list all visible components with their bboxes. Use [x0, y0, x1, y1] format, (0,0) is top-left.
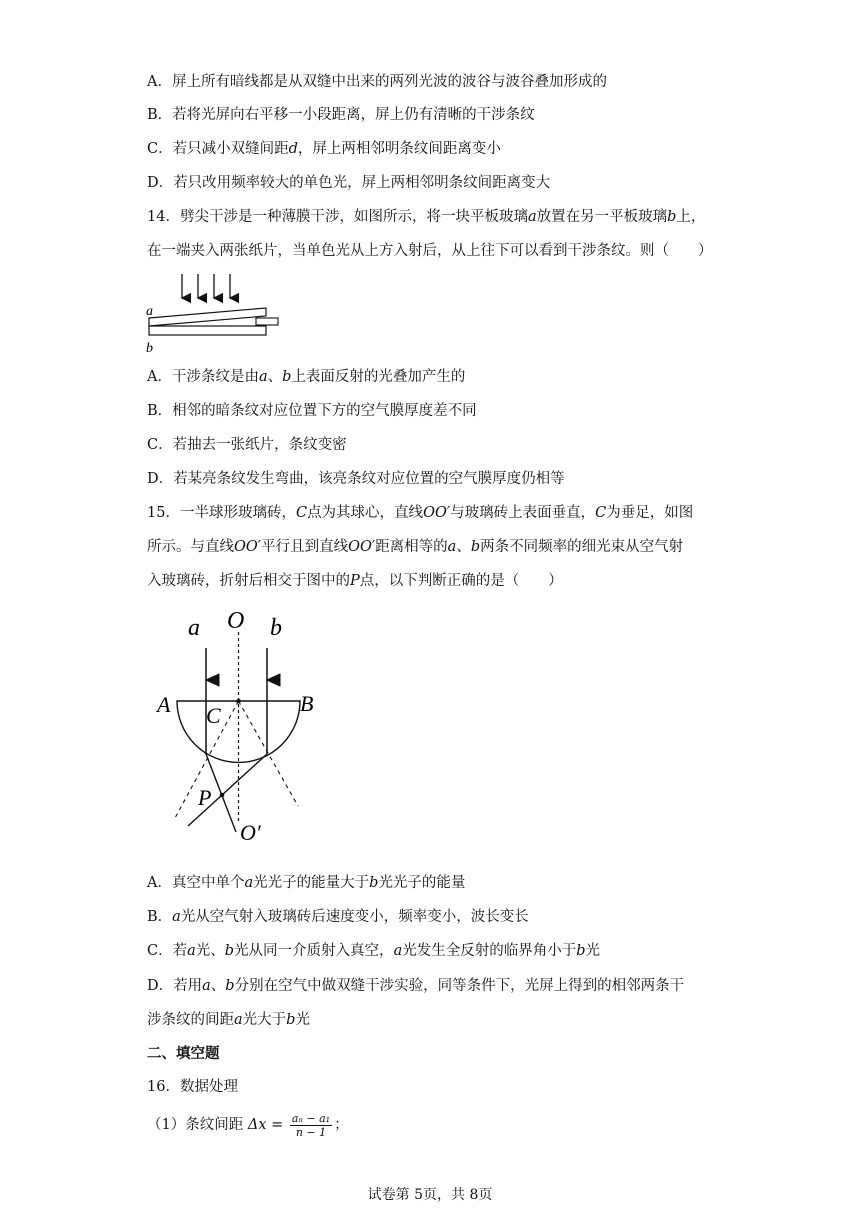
q15-option-b: B．a光从空气射入玻璃砖后速度变小，频率变小，波长变长 — [147, 909, 529, 925]
q15-stem-line2: 所示。与直线OO′平行且到直线OO′距离相等的a、b两条不同频率的细光束从空气射 — [147, 539, 684, 555]
label-b: b — [146, 341, 153, 356]
q14-stem-line2: 在一端夹入两张纸片，当单色光从上方入射后，从上往下可以看到干涉条纹。则（ ） — [147, 243, 713, 259]
formula-lhs: Δx = — [247, 1117, 284, 1133]
label-O-prime: O′ — [240, 820, 261, 845]
fraction-numerator: aₙ − a₁ — [291, 1111, 331, 1125]
q13-option-b: B．若将光屏向右平移一小段距离，屏上仍有清晰的干涉条纹 — [147, 107, 535, 123]
label-B: B — [300, 691, 314, 716]
formula-fraction — [290, 1112, 332, 1139]
label-A: A — [157, 692, 171, 717]
label-O: O — [227, 608, 245, 634]
hemisphere-glass-figure — [150, 600, 330, 850]
q15-option-d-line1: D．若用a、b分别在空气中做双缝干涉实验，同等条件下，光屏上得到的相邻两条干 — [147, 978, 685, 994]
fraction-denominator: n − 1 — [295, 1125, 327, 1139]
glass-plate-b — [149, 326, 266, 335]
q13-option-c: C．若只减小双缝间距d，屏上两相邻明条纹间距离变小 — [147, 141, 501, 157]
q13-option-a: A．屏上所有暗线都是从双缝中出来的两列光波的波谷与波谷叠加形成的 — [147, 74, 607, 90]
section-heading-fill-blank: 二、填空题 — [147, 1045, 220, 1062]
wedge-interference-figure — [140, 270, 290, 360]
label-ray-a: a — [188, 615, 200, 641]
center-point-C — [236, 699, 241, 704]
q13-option-d: D．若只改用频率较大的单色光，屏上两相邻明条纹间距离变大 — [147, 175, 551, 191]
paper-strips — [256, 318, 278, 325]
intersection-point-P — [220, 793, 225, 798]
q15-stem-line1: 15．一半球形玻璃砖，C点为其球心，直线OO′与玻璃砖上表面垂直，C为垂足，如图 — [147, 505, 694, 521]
label-C: C — [206, 703, 221, 728]
label-ray-b: b — [270, 615, 282, 641]
q15-option-d-line2: 涉条纹的间距a光大于b光 — [147, 1012, 310, 1028]
q15-option-a: A．真空中单个a光光子的能量大于b光光子的能量 — [147, 875, 466, 891]
q14-option-a: A．干涉条纹是由a、b上表面反射的光叠加产生的 — [147, 369, 466, 385]
page-footer: 试卷第 5页，共 8页 — [367, 1187, 493, 1203]
q14-option-c: C．若抽去一张纸片，条纹变密 — [147, 437, 347, 453]
q16-item1: （1）条纹间距 Δx = $\frac{\text{aₙ − a₁}}{n - 1}$ ； — [147, 1111, 349, 1139]
incident-light-arrows — [182, 274, 230, 298]
q14-stem-line1: 14．劈尖干涉是一种薄膜干涉，如图所示，将一块平板玻璃a放置在另一平板玻璃b上， — [147, 209, 706, 225]
label-a: a — [146, 304, 153, 319]
q14-option-d: D．若某亮条纹发生弯曲，该亮条纹对应位置的空气膜厚度仍相等 — [147, 471, 565, 487]
normal-dashed-right — [239, 701, 299, 806]
q16-title: 16．数据处理 — [147, 1079, 238, 1095]
label-P: P — [198, 785, 212, 810]
glass-plate-a — [149, 308, 266, 326]
q14-option-b: B．相邻的暗条纹对应位置下方的空气膜厚度差不同 — [147, 403, 477, 419]
q15-option-c: C．若a光、b光从同一介质射入真空，a光发生全反射的临界角小于b光 — [147, 943, 601, 959]
q15-stem-line3: 入玻璃砖，折射后相交于图中的P点，以下判断正确的是（ ） — [147, 573, 563, 589]
